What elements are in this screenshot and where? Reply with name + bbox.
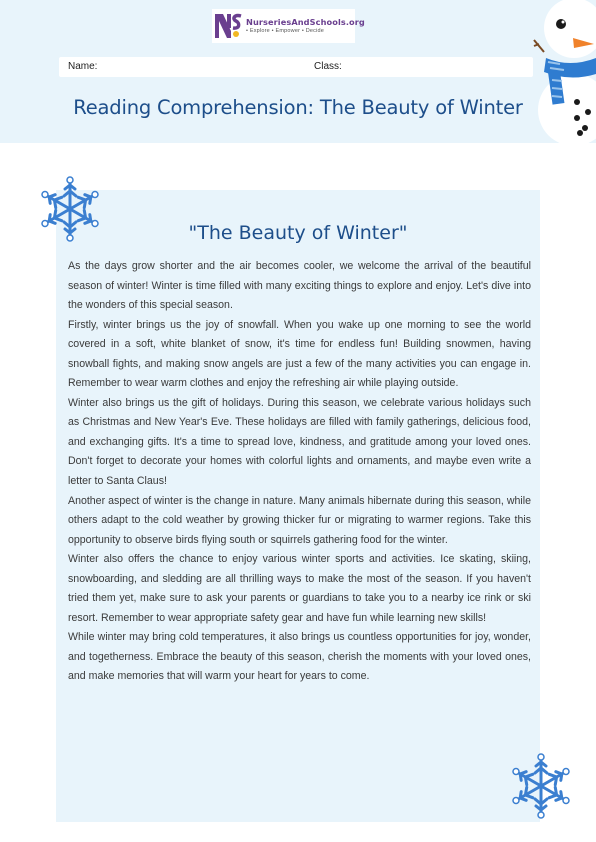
paragraph: As the days grow shorter and the air becomes cooler, we welcome the arrival of the beautiful season of winter! Winter is time filled with many exciting things to explore and enjoy. Let's dive into the wonders of this special season. xyxy=(68,260,531,312)
snowflake-icon xyxy=(507,752,575,820)
logo-name: NurseriesAndSchools.org xyxy=(246,17,365,27)
paragraph: Winter also offers the chance to enjoy various winter sports and activities. Ice skating, skiing, snowboarding, and sledding are all thrilling ways to make the most of the season. If you haven't tried them yet, make sure to ask your parents or guardians to take you to a nearby ice rink or ski resort. Remember to wear appropriate safety gear and have fun while learning new skills! xyxy=(68,553,531,624)
paragraph: Firstly, winter brings us the joy of snowfall. When you wake up one morning to see the world covered in a soft, white blanket of snow, it's time for endless fun! Building snowmen, having snowball fights, and making snow angels are just a few of the many activities you can engage in. Remember to wear warm clothes and enjoy the refreshing air while playing outside. xyxy=(68,318,531,390)
snowflake-icon xyxy=(36,175,104,243)
logo-mark-icon xyxy=(214,11,242,41)
passage-title: "The Beauty of Winter" xyxy=(188,222,408,244)
class-label: Class: xyxy=(314,61,342,72)
paragraph: While winter may bring cold temperatures, it also brings us countless opportunities for joy, wonder, and togetherness. Embrace the beauty of this season, cherish the moments with your loved ones, and make memories that will warm your heart for years to come. xyxy=(68,631,531,683)
passage-text xyxy=(68,257,531,687)
name-label: Name: xyxy=(68,61,98,72)
snowman-icon xyxy=(530,0,596,143)
logo-tagline: • Explore • Empower • Decide xyxy=(246,28,325,34)
name-class-bar xyxy=(59,57,533,77)
paragraph: Another aspect of winter is the change in nature. Many animals hibernate during this season, while others adapt to the cold weather by growing thicker fur or migrating to warmer regions. Take this opportunity to observe birds flying south or squirrels gathering food for the winter. xyxy=(68,494,531,546)
paragraph: Winter also brings us the gift of holidays. During this season, we celebrate various holidays such as Christmas and New Year's Eve. These holidays are filled with family gatherings, delicious food, and exchanging gifts. It's a time to spread love, kindness, and gratitude among your loved ones. Don't forget to decorate your homes with colorful lights and ornaments, and maybe even write a letter to Santa Claus! xyxy=(68,396,531,488)
page-title: Reading Comprehension: The Beauty of Winter xyxy=(73,96,523,119)
site-logo[interactable] xyxy=(212,9,365,43)
